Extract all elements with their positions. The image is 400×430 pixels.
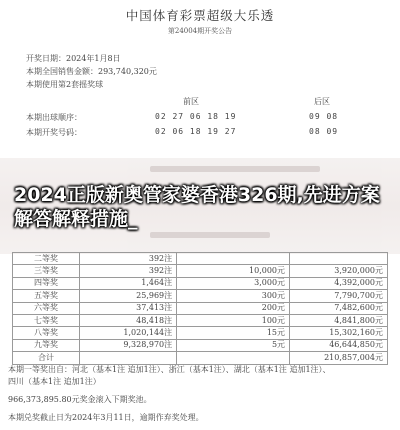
prize-unit-amount — [177, 352, 290, 364]
blurred-line — [150, 232, 270, 238]
footer-line-2: 四川（基本1注 追加1注） — [8, 377, 101, 386]
prize-count: 392注 — [79, 253, 176, 265]
prize-total — [290, 253, 388, 265]
prize-row — [13, 339, 388, 351]
prize-count: 25,969注 — [79, 290, 176, 302]
doc-title: 中国体育彩票超级大乐透 — [125, 8, 275, 23]
prize-level: 九等奖 — [13, 339, 80, 351]
footer-line-1: 本期一等奖出自：河北（基本1注 追加1注）、浙江（基本1注）、湖北（基本1注 追加1注）、 — [8, 365, 331, 374]
prize-level: 六等奖 — [13, 302, 80, 314]
prize-row — [13, 302, 388, 314]
footer-line-3: 966,373,895.80元奖金滚入下期奖池。 — [8, 395, 152, 404]
sales-amount: 本期全国销售金额：293,740,320元 — [26, 67, 157, 76]
prize-unit-amount: 10,000元 — [177, 265, 290, 277]
prize-row — [13, 253, 388, 265]
prize-row — [13, 327, 388, 339]
prize-level: 二等奖 — [13, 253, 80, 265]
prize-level: 合计 — [13, 352, 80, 364]
winning-numbers-label: 本期开奖号码： — [26, 128, 82, 137]
winning-numbers-front: 02 06 18 19 27 — [155, 127, 237, 136]
prize-count: 9,328,970注 — [79, 339, 176, 351]
ball-set: 本期使用第2套摇奖球 — [26, 80, 104, 89]
prize-level: 七等奖 — [13, 314, 80, 326]
prize-count: 1,464注 — [79, 277, 176, 289]
prize-level: 三等奖 — [13, 265, 80, 277]
draw-order-back: 09 08 — [309, 112, 339, 121]
prize-total: 4,392,000元 — [290, 277, 388, 289]
prize-unit-amount: 100元 — [177, 314, 290, 326]
prize-unit-amount: 200元 — [177, 302, 290, 314]
back-zone-header: 后区 — [314, 97, 330, 106]
prize-total: 210,857,004元 — [290, 352, 388, 364]
prize-total: 7,790,700元 — [290, 290, 388, 302]
headline-overlay: 2024正版新奥管家婆香港326期,先进方案解答解释措施_ — [14, 184, 380, 230]
front-zone-header: 前区 — [183, 97, 199, 106]
prize-row — [13, 352, 388, 364]
prize-table — [12, 252, 388, 365]
prize-count: 392注 — [79, 265, 176, 277]
prize-level: 八等奖 — [13, 327, 80, 339]
draw-date: 开奖日期：2024年1月8日 — [26, 54, 121, 63]
prize-row — [13, 265, 388, 277]
prize-total: 3,920,000元 — [290, 265, 388, 277]
prize-unit-amount: 5元 — [177, 339, 290, 351]
prize-count: 1,020,144注 — [79, 327, 176, 339]
prize-total: 15,302,160元 — [290, 327, 388, 339]
draw-order-label: 本期出球顺序： — [26, 113, 82, 122]
blurred-line — [150, 166, 320, 172]
prize-level: 四等奖 — [13, 277, 80, 289]
prize-total: 4,841,800元 — [290, 314, 388, 326]
prize-unit-amount: 300元 — [177, 290, 290, 302]
prize-unit-amount: 3,000元 — [177, 277, 290, 289]
prize-row — [13, 277, 388, 289]
prize-row — [13, 314, 388, 326]
prize-total: 7,482,600元 — [290, 302, 388, 314]
prize-unit-amount — [177, 253, 290, 265]
prize-count: 48,418注 — [79, 314, 176, 326]
draw-order-front: 02 27 06 18 19 — [155, 112, 237, 121]
prize-unit-amount: 15元 — [177, 327, 290, 339]
prize-total: 46,644,850元 — [290, 339, 388, 351]
prize-count: 37,413注 — [79, 302, 176, 314]
winning-numbers-back: 08 09 — [309, 127, 339, 136]
prize-count — [79, 352, 176, 364]
prize-level: 五等奖 — [13, 290, 80, 302]
doc-subtitle: 第24004期开奖公告 — [167, 27, 233, 35]
footer-line-4: 本期兑奖截止日为2024年3月11日，逾期作弃奖处理。 — [8, 413, 204, 422]
prize-row — [13, 290, 388, 302]
